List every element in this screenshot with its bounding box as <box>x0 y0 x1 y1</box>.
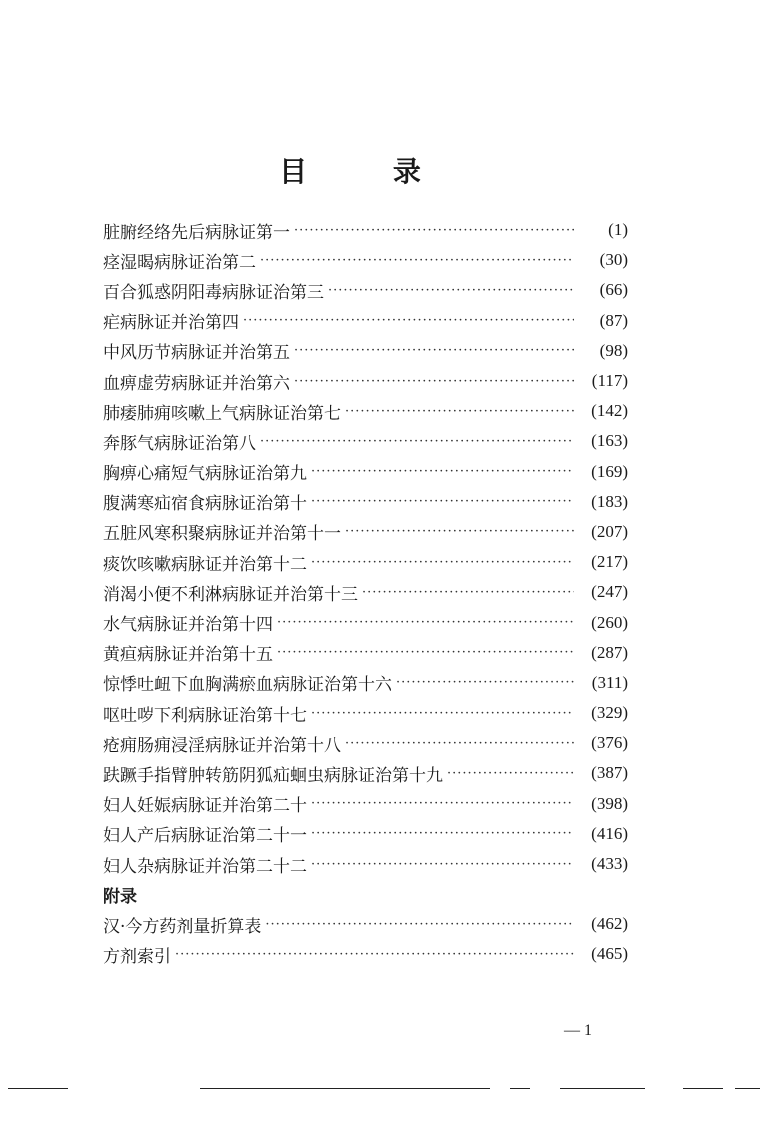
toc-entry-title: 腹满寒疝宿食病脉证治第十 <box>103 494 307 515</box>
toc-entry-title: 五脏风寒积聚病脉证并治第十一 <box>103 524 341 545</box>
toc-entry-page: (142) <box>591 401 628 421</box>
dot-leader <box>294 343 574 358</box>
toc-entry-page: (465) <box>591 944 628 964</box>
toc-entry <box>103 909 628 939</box>
toc-entry <box>103 245 628 275</box>
toc-entry <box>103 577 628 607</box>
toc-entry-page: (30) <box>599 250 628 270</box>
dot-leader <box>311 464 574 479</box>
toc-entry-page: (311) <box>591 672 628 692</box>
dot-leader <box>277 615 574 630</box>
toc-entry-page: (398) <box>591 793 628 813</box>
toc-entry-title: 方剂索引 <box>103 946 171 967</box>
appendix-entries <box>103 909 628 969</box>
toc-entry <box>103 939 628 969</box>
toc-entry <box>103 517 628 547</box>
toc-entry-page: (1) <box>608 220 628 240</box>
toc-entry <box>103 396 628 426</box>
scan-edge-line <box>8 1088 68 1089</box>
table-of-contents <box>103 215 628 970</box>
toc-entry-page: (169) <box>591 461 628 481</box>
toc-entry-page: (433) <box>591 854 628 874</box>
dot-leader <box>311 555 574 570</box>
toc-entry-page: (117) <box>591 371 628 391</box>
scan-edge-line <box>683 1088 723 1089</box>
toc-entry-page: (260) <box>591 612 628 632</box>
page-number: — 1 <box>564 1022 592 1039</box>
toc-entry <box>103 668 628 698</box>
toc-entry-title: 趺蹶手指臂肿转筋阴狐疝蛔虫病脉证治第十九 <box>103 765 443 786</box>
dot-leader <box>311 796 574 811</box>
scan-edge-line <box>560 1088 645 1089</box>
toc-entry-page: (98) <box>599 340 628 360</box>
toc-entry <box>103 638 628 668</box>
toc-entry-title: 奔豚气病脉证治第八 <box>103 433 256 454</box>
toc-entry-title: 水气病脉证并治第十四 <box>103 615 273 636</box>
toc-entry-page: (183) <box>591 491 628 511</box>
toc-entry-page: (217) <box>591 552 628 572</box>
toc-entry <box>103 698 628 728</box>
dot-leader <box>243 313 574 328</box>
toc-entry-title: 疮痈肠痈浸淫病脉证并治第十八 <box>103 735 341 756</box>
toc-entry <box>103 547 628 577</box>
dot-leader <box>345 404 574 419</box>
toc-entry-page: (329) <box>591 703 628 723</box>
toc-entry <box>103 306 628 336</box>
toc-entry-page: (462) <box>591 914 628 934</box>
dot-leader <box>328 283 574 298</box>
toc-entry <box>103 819 628 849</box>
toc-entry-page: (387) <box>591 763 628 783</box>
dot-leader <box>260 253 574 268</box>
toc-entry-page: (87) <box>599 310 628 330</box>
toc-entry-title: 汉·今方药剂量折算表 <box>103 916 262 937</box>
toc-entry-title: 消渴小便不利淋病脉证并治第十三 <box>103 584 358 605</box>
toc-entry-title: 胸痹心痛短气病脉证治第九 <box>103 464 307 485</box>
toc-entry-page: (207) <box>591 521 628 541</box>
dot-leader <box>175 947 574 962</box>
toc-entry-page: (287) <box>591 642 628 662</box>
toc-entry-page: (163) <box>591 431 628 451</box>
toc-entry-title: 脏腑经络先后病脉证第一 <box>103 222 290 243</box>
toc-entry-title: 妇人产后病脉证治第二十一 <box>103 826 307 847</box>
toc-entry <box>103 275 628 305</box>
dot-leader <box>345 736 574 751</box>
toc-entries <box>103 215 628 879</box>
toc-entry-title: 中风历节病脉证并治第五 <box>103 343 290 364</box>
toc-entry-title: 妇人杂病脉证并治第二十二 <box>103 856 307 877</box>
toc-entry-title: 痰饮咳嗽病脉证并治第十二 <box>103 554 307 575</box>
toc-entry-title: 肺痿肺痈咳嗽上气病脉证治第七 <box>103 403 341 424</box>
toc-entry <box>103 728 628 758</box>
toc-entry <box>103 366 628 396</box>
dot-leader <box>311 857 574 872</box>
toc-entry-title: 惊悸吐衄下血胸满瘀血病脉证治第十六 <box>103 675 392 696</box>
toc-entry <box>103 607 628 637</box>
toc-entry-title: 百合狐惑阴阳毒病脉证治第三 <box>103 282 324 303</box>
dot-leader <box>447 766 574 781</box>
scan-edge-line <box>510 1088 530 1089</box>
toc-entry-page: (66) <box>599 280 628 300</box>
scan-edge-line <box>200 1088 490 1089</box>
toc-entry-page: (416) <box>591 823 628 843</box>
toc-entry-title: 血痹虚劳病脉证并治第六 <box>103 373 290 394</box>
toc-entry-page: (376) <box>591 733 628 753</box>
dot-leader <box>362 585 574 600</box>
dot-leader <box>265 917 574 932</box>
dot-leader <box>294 374 574 389</box>
dot-leader <box>311 826 574 841</box>
toc-entry-title: 呕吐哕下利病脉证治第十七 <box>103 705 307 726</box>
toc-entry <box>103 849 628 879</box>
toc-entry <box>103 215 628 245</box>
dot-leader <box>311 706 574 721</box>
dot-leader <box>277 645 574 660</box>
dot-leader <box>294 223 574 238</box>
toc-entry-title: 痉湿暍病脉证治第二 <box>103 252 256 273</box>
toc-entry-title: 妇人妊娠病脉证并治第二十 <box>103 796 307 817</box>
page-title: 目 录 <box>279 155 459 188</box>
dot-leader <box>396 675 574 690</box>
toc-entry-title: 疟病脉证并治第四 <box>103 313 239 334</box>
dot-leader <box>311 494 574 509</box>
toc-entry-title: 黄疸病脉证并治第十五 <box>103 645 273 666</box>
toc-entry <box>103 758 628 788</box>
dot-leader <box>345 524 574 539</box>
toc-entry <box>103 426 628 456</box>
appendix-heading: 附录 <box>103 886 137 907</box>
toc-entry <box>103 789 628 819</box>
dot-leader <box>260 434 574 449</box>
toc-entry-page: (247) <box>591 582 628 602</box>
toc-entry <box>103 336 628 366</box>
scan-edge-line <box>735 1088 760 1089</box>
toc-entry <box>103 457 628 487</box>
toc-entry <box>103 487 628 517</box>
